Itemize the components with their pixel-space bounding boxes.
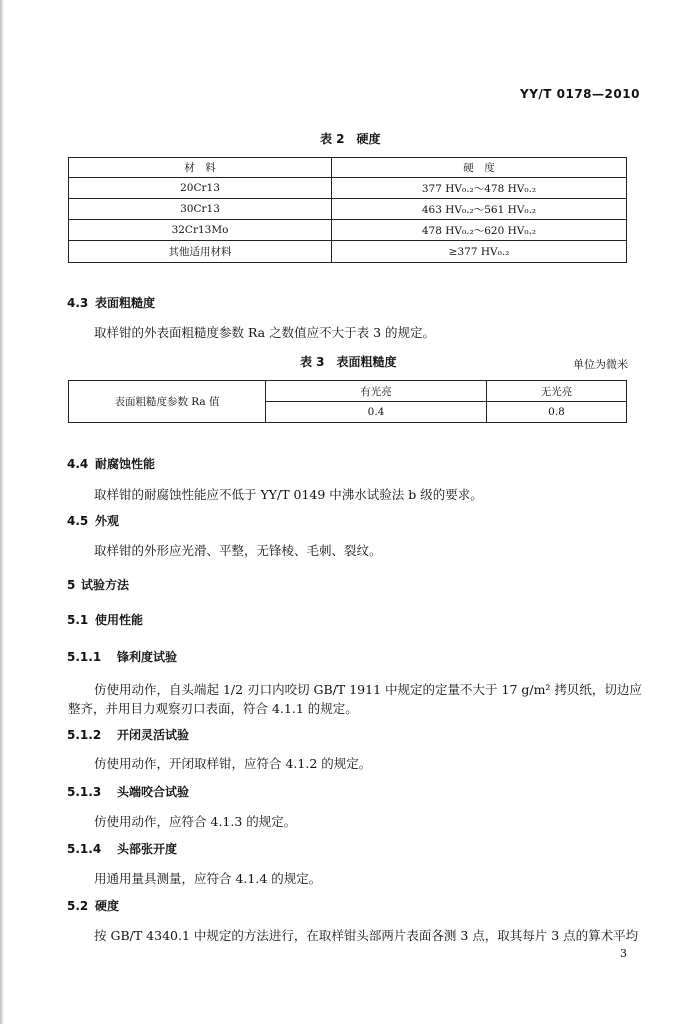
table-cell: 478 HV₀.₂～620 HV₀.₂ bbox=[332, 220, 627, 241]
section-title: 耐腐蚀性能 bbox=[95, 457, 156, 471]
section-title: 外观 bbox=[95, 514, 120, 528]
section-heading bbox=[67, 648, 177, 665]
section-heading bbox=[67, 512, 119, 529]
section-number: 5.1.2 bbox=[67, 728, 102, 742]
section-number: 5 bbox=[67, 578, 76, 592]
table3-unit: 单位为微米 bbox=[573, 358, 628, 371]
section-title: 表面粗糙度 bbox=[95, 296, 156, 310]
roughness-table bbox=[68, 380, 627, 423]
paragraph: 取样钳的外表面粗糙度参数 Ra 之数值应不大于表 3 的规定。 bbox=[94, 325, 435, 340]
hardness-table bbox=[68, 157, 627, 263]
section-heading bbox=[67, 897, 119, 914]
scan-edge-shadow bbox=[0, 0, 4, 1024]
section-number: 5.1.4 bbox=[67, 842, 102, 856]
section-number: 5.1 bbox=[67, 613, 89, 627]
section-heading bbox=[67, 726, 189, 743]
table-header-row bbox=[69, 158, 627, 178]
paragraph-line: 仿使用动作，自头端起 1/2 刃口内咬切 GB/T 1911 中规定的定量不大于 17 g/m² 拷贝纸，切边应 bbox=[94, 682, 642, 697]
column-header-matte: 无光亮 bbox=[487, 381, 627, 402]
paragraph: 按 GB/T 4340.1 中规定的方法进行，在取样钳头部两片表面各测 3 点，取其每片 3 点的算术平均 bbox=[94, 928, 639, 943]
table-row bbox=[69, 220, 627, 241]
paragraph: 仿使用动作，开闭取样钳，应符合 4.1.2 的规定。 bbox=[94, 756, 372, 771]
table-row bbox=[69, 178, 627, 199]
section-heading bbox=[67, 576, 129, 593]
section-heading bbox=[67, 294, 155, 311]
table-cell: 32Cr13Mo bbox=[69, 220, 332, 241]
section-number: 5.1.3 bbox=[67, 785, 102, 799]
table-cell: 其他适用材料 bbox=[69, 241, 332, 263]
paragraph: 取样钳的耐腐蚀性能应不低于 YY/T 0149 中沸水试验法 b 级的要求。 bbox=[94, 487, 483, 502]
column-header-hardness: 硬 度 bbox=[332, 158, 627, 178]
standard-number: YY/T 0178—2010 bbox=[520, 87, 640, 101]
section-number: 4.5 bbox=[67, 514, 89, 528]
paragraph: 取样钳的外形应光滑、平整，无锋棱、毛刺、裂纹。 bbox=[94, 543, 382, 558]
section-number: 4.3 bbox=[67, 296, 89, 310]
section-title: 头端咬合试验 bbox=[117, 785, 190, 799]
column-header-material: 材 料 bbox=[69, 158, 332, 178]
section-heading bbox=[67, 611, 143, 628]
table-cell: ≥377 HV₀.₂ bbox=[332, 241, 627, 263]
table-header-row bbox=[69, 381, 627, 402]
table-cell: 20Cr13 bbox=[69, 178, 332, 199]
section-title: 头部张开度 bbox=[117, 842, 178, 856]
table2-caption: 表 2 硬度 bbox=[320, 132, 381, 146]
section-number: 5.1.1 bbox=[67, 650, 102, 664]
table3-caption: 表 3 表面粗糙度 bbox=[300, 355, 397, 369]
table-cell: 463 HV₀.₂～561 HV₀.₂ bbox=[332, 199, 627, 220]
section-number: 5.2 bbox=[67, 899, 89, 913]
page-number: 3 bbox=[620, 947, 627, 960]
section-title: 硬度 bbox=[95, 899, 120, 913]
column-header-glossy: 有光亮 bbox=[266, 381, 487, 402]
section-title: 试验方法 bbox=[81, 578, 130, 592]
table-row bbox=[69, 241, 627, 263]
table-cell: 30Cr13 bbox=[69, 199, 332, 220]
section-title: 开闭灵活试验 bbox=[117, 728, 190, 742]
section-number: 4.4 bbox=[67, 457, 89, 471]
table-cell: 0.8 bbox=[487, 402, 627, 423]
paragraph: 用通用量具测量，应符合 4.1.4 的规定。 bbox=[94, 871, 322, 886]
table-row bbox=[69, 199, 627, 220]
table-cell: 0.4 bbox=[266, 402, 487, 423]
section-title: 锋利度试验 bbox=[117, 650, 178, 664]
table-cell: 377 HV₀.₂～478 HV₀.₂ bbox=[332, 178, 627, 199]
paragraph-line: 整齐，并用目力观察刃口表面，符合 4.1.1 的规定。 bbox=[68, 701, 358, 716]
section-heading bbox=[67, 783, 189, 800]
section-heading bbox=[67, 455, 155, 472]
section-heading bbox=[67, 840, 177, 857]
paragraph: 仿使用动作，应符合 4.1.3 的规定。 bbox=[94, 814, 297, 829]
section-title: 使用性能 bbox=[95, 613, 144, 627]
row-label-ra: 表面粗糙度参数 Ra 值 bbox=[69, 381, 266, 423]
